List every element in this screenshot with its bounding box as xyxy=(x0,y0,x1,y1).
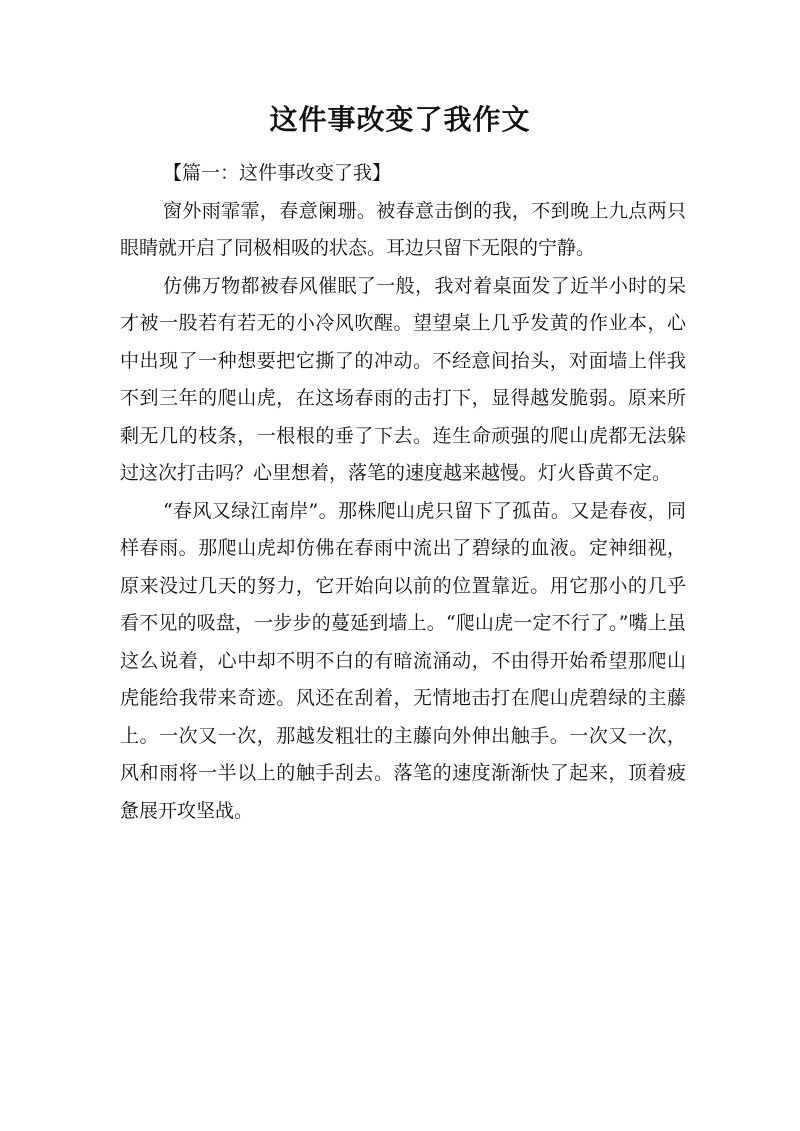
paragraph-2: 仿佛万物都被春风催眠了一般，我对着桌面发了近半小时的呆才被一股若有若无的小冷风吹醒。望望桌上几乎发黄的作业本，心中出现了一种想要把它撕了的冲动。不经意间抬头，对面墙上伴我不到三年的爬山虎，在这场春雨的击打下，显得越发脆弱。原来所剩无几的枝条，一根根的垂了下去。连生命顽强的爬山虎都无法躲过这次打击吗？心里想着，落笔的速度越来越慢。灯火昏黄不定。 xyxy=(120,274,686,484)
section-heading: 【篇一：这件事改变了我】 xyxy=(163,162,392,184)
document-title: 这件事改变了我作文 xyxy=(269,103,531,136)
document-body xyxy=(120,155,686,830)
paragraph-1: 窗外雨霏霏，春意阑珊。被春意击倒的我，不到晚上九点两只眼睛就开启了同极相吸的状态。耳边只留下无限的宁静。 xyxy=(120,199,686,259)
paragraph-3: “春风又绿江南岸”。那株爬山虎只留下了孤苗。又是春夜，同样春雨。那爬山虎却仿佛在春雨中流出了碧绿的血液。定神细视，原来没过几天的努力，它开始向以前的位置靠近。用它那小的几乎看不见的吸盘，一步步的蔓延到墙上。“爬山虎一定不行了。”嘴上虽这么说着，心中却不明不白的有暗流涌动，不由得开始希望那爬山虎能给我带来奇迹。风还在刮着，无情地击打在爬山虎碧绿的主藤上。一次又一次，那越发粗壮的主藤向外伸出触手。一次又一次，风和雨将一半以上的触手刮去。落笔的速度渐渐快了起来，顶着疲惫展开攻坚战。 xyxy=(120,499,686,822)
